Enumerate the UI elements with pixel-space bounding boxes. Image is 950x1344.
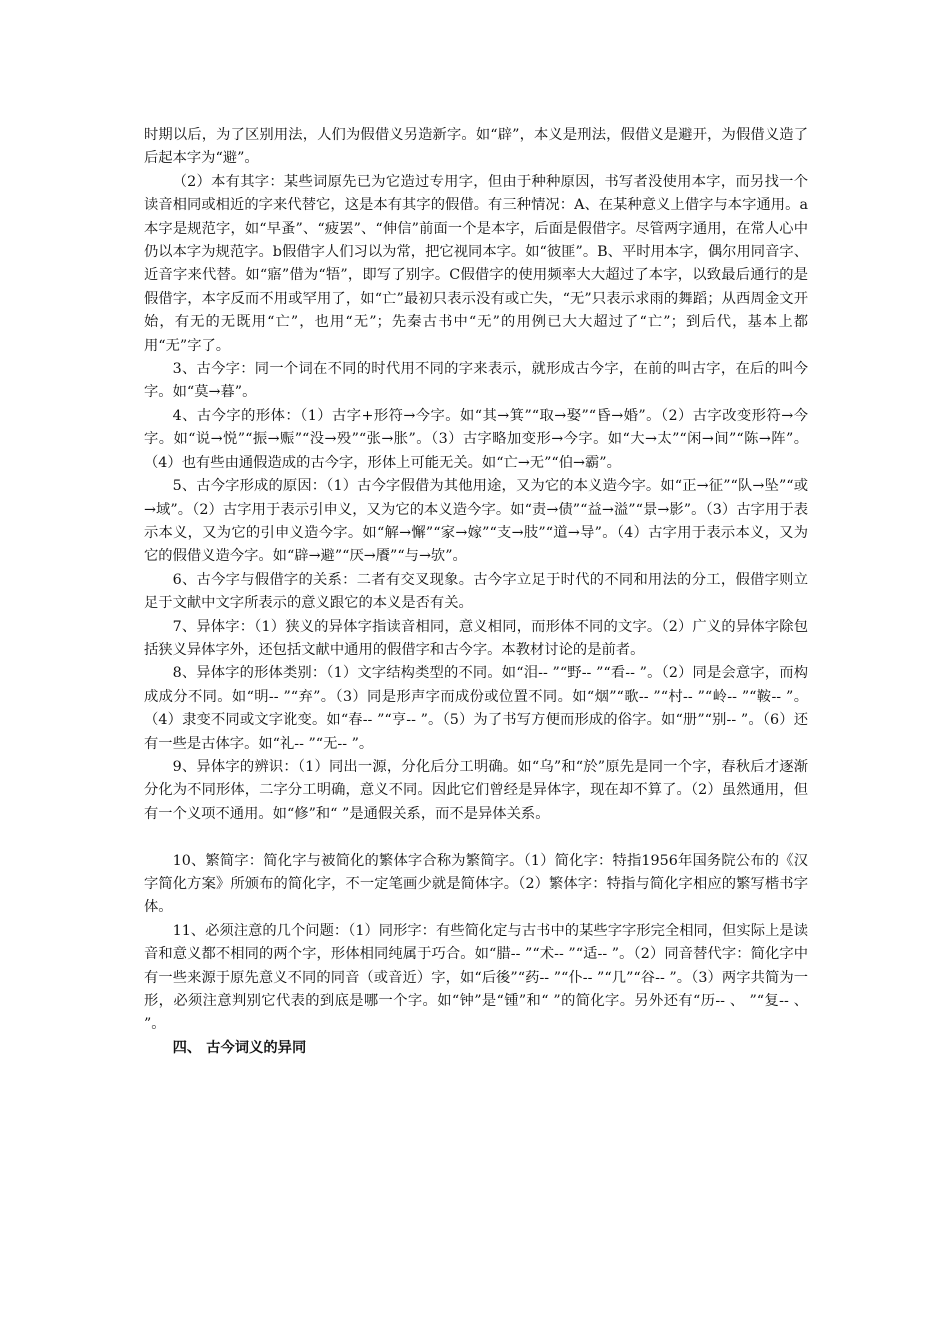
paragraph-fanjianzi: 10、繁简字：简化字与被简化的繁体字合称为繁简字。（1）简化字：特指1956年国务院公布的《汉字简化方案》所颁布的简化字，不一定笔画少就是简体字。（2）繁体字：特指与简化字相应的繁写楷书字体。 (144, 852, 808, 916)
paragraph-gujinzi-jiajie-guanxi: 6、古今字与假借字的关系：二者有交叉现象。古今字立足于时代的不同和用法的分工，假借字则立足于文献中文字所表示的意义跟它的本义是否有关。 (144, 571, 808, 612)
paragraph-gujinzi-yuanyin: 5、古今字形成的原因：（1）古今字假借为其他用途，又为它的本义造今字。如“正→征”“队→坠”“或→域”。（2）古字用于表示引申义，又为它的本义造今字。如“责→债”“益→溢”“景→影”。（3）古字用于表示本义，又为它的引申义造今字。如“解→懈”“家→嫁”“支→肢”“道→导”。（4）古字用于表示本义，又为它的假借义造今字。如“辟→避”“厌→餍”“与→欤”。 (144, 478, 808, 565)
section-heading: 四、 古今词义的异同 (172, 1039, 307, 1056)
document-page (144, 124, 808, 1060)
paragraph-zhuyi-wenti: 11、必须注意的几个问题：（1）同形字：有些简化定与古书中的某些字字形完全相同，但实际上是读音和意义都不相同的两个字，形体相同纯属于巧合。如“腊-- ”“术-- ”“适-- ”。（2）同音替代字：简化字中有一些来源于原先意义不同的同音（或音近）字，如“后後”“药-- ”“仆-- ”“几”“谷-- ”。（3）两字共简为一形，必须注意判别它代表的到底是哪一个字。如“钟”是“锺”和“ ”的简化字。另外还有“历-- 、 ”“复-- 、 ”。 (144, 922, 808, 1033)
paragraph-yitizi-bianshi: 9、异体字的辨识：（1）同出一源，分化后分工明确。如“乌”和“於”原先是同一个字，春秋后才逐渐分化为不同形体，二字分工明确，意义不同。因此它们曾经是异体字，现在却不算了。（2）虽然通用，但有一个义项不通用。如“修”和“ ”是通假关系，而不是异体关系。 (144, 758, 808, 822)
paragraph-gujinzi: 3、古今字：同一个词在不同的时代用不同的字来表示，就形成古今字，在前的叫古字，在后的叫今字。如“莫→暮”。 (144, 361, 808, 401)
paragraph-yitizi-leibie: 8、异体字的形体类别：（1）文字结构类型的不同。如“泪-- ”“野-- ”“看-- ”。（2）同是会意字，而构成成分不同。如“明-- ”“弃”。（3）同是形声字而成份或位置不同。如“烟”“歌-- ”“村-- ”“岭-- ”“鞍-- ”。（4）隶变不同或文字讹变。如“春-- ”“亨-- ”。（5）为了书写方便而形成的俗字。如“册”“别-- ”。（6）还有一些是古体字。如“礼-- ”“无-- ”。 (144, 665, 808, 752)
blank-line (144, 826, 808, 849)
paragraph-jiajie-continued: 时期以后，为了区别用法，人们为假借义另造新字。如“辟”，本义是刑法，假借义是避开，为假借义造了后起本字为“避”。 (144, 127, 808, 167)
paragraph-gujinzi-xingti: 4、古今字的形体：（1）古字+形符→今字。如“其→箕”“取→娶”“昏→婚”。（2）古字改变形符→今字。如“说→悦”“振→赈”“没→殁”“张→胀”。（3）古字略加变形→今字。如“大→太”“闲→间”“陈→阵”。（4）也有些由通假造成的古今字，形体上可能无关。如“亡→无”“伯→霸”。 (144, 407, 808, 471)
paragraph-yitizi: 7、异体字：（1）狭义的异体字指读音相同，意义相同，而形体不同的文字。（2）广义的异体字除包括狭义异体字外，还包括文献中通用的假借字和古今字。本教材讨论的是前者。 (144, 618, 808, 658)
paragraph-benyouqizi: （2）本有其字：某些词原先已为它造过专用字，但由于种种原因，书写者没使用本字，而另找一个读音相同或相近的字来代替它，这是本有其字的假借。有三种情况：A、在某种意义上借字与本字通用。a本字是规范字，如“早蚤”、“疲罢”、“伸信”前面一个是本字，后面是假借字。尽管两字通用，在常人心中仍以本字为规范字。b假借字人们习以为常，把它视同本字。如“彼匪”。B、平时用本字，偶尔用同音字、近音字来代替。如“寤”借为“牾”，即写了别字。C假借字的使用频率大大超过了本字，以致最后通行的是假借字，本字反而不用或罕用了，如“亡”最初只表示没有或亡失，“无”只表示求雨的舞蹈；从西周金文开始，有无的无既用“亡”，也用“无”；先秦古书中“无”的用例已大大超过了“亡”；到后代，基本上都用“无”字了。 (144, 173, 808, 354)
